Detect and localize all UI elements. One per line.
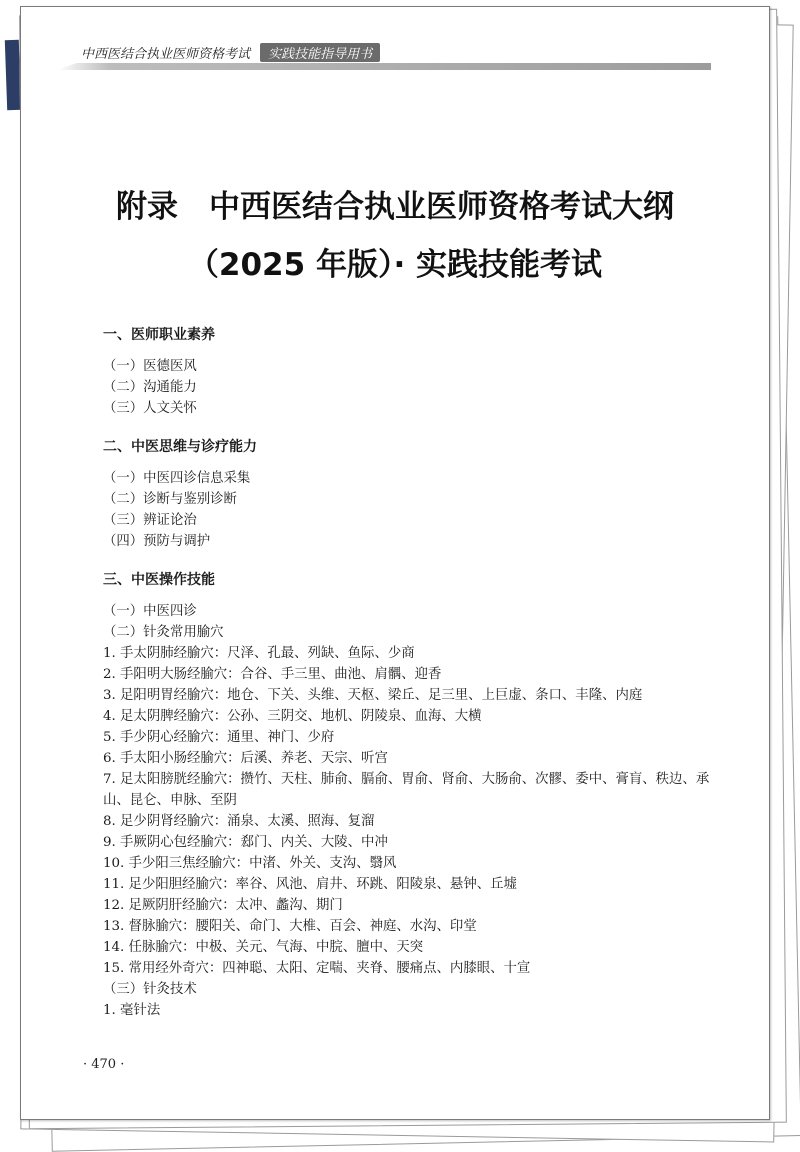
acupoint-item: 12. 足厥阴肝经腧穴：太冲、蠡沟、期门 [103,898,343,913]
book-subtitle-tag: 实践技能指导用书 [260,43,380,62]
acupoint-item: 14. 任脉腧穴：中极、关元、气海、中脘、膻中、天突 [103,940,424,955]
outline-item: （三）辨证论治 [103,513,197,528]
acupoint-item: 5. 手少阴心经腧穴：通里、神门、少府 [103,730,335,745]
outline-item: （一）中医四诊 [103,604,197,619]
acupoint-item: 6. 手太阳小肠经腧穴：后溪、养老、天宗、听宫 [103,751,388,766]
section-heading: 一、医师职业素养 [103,327,215,343]
outline-item: 1. 毫针法 [103,1003,161,1018]
running-header [81,43,380,62]
acupoint-item: 3. 足阳明胃经腧穴：地仓、下关、头维、天枢、梁丘、足三里、上巨虚、条口、丰隆、内庭 [103,688,643,703]
acupoint-item: 2. 手阳明大肠经腧穴：合谷、手三里、曲池、肩髃、迎香 [103,667,442,682]
acupoint-item: 10. 手少阳三焦经腧穴：中渚、外关、支沟、翳风 [103,856,397,871]
outline-item: （一）医德医风 [103,359,197,374]
outline-item: （二）沟通能力 [103,380,197,395]
page-number: · 470 · [83,1057,125,1072]
outline-item: （三）人文关怀 [103,401,197,416]
outline-item: （二）诊断与鉴别诊断 [103,492,237,507]
page-title-line1: 附录 中西医结合执业医师资格考试大纲 [116,189,674,225]
outline-item: （一）中医四诊信息采集 [103,471,251,486]
book-title: 中西医结合执业医师资格考试 [81,47,251,62]
acupoint-item: 4. 足太阴脾经腧穴：公孙、三阴交、地机、阴陵泉、血海、大横 [103,709,482,724]
section-heading: 二、中医思维与诊疗能力 [103,439,257,455]
outline-item: （四）预防与调护 [103,534,211,549]
acupoint-item: 1. 手太阴肺经腧穴：尺泽、孔最、列缺、鱼际、少商 [103,646,415,661]
acupoint-item: 9. 手厥阴心包经腧穴：郄门、内关、大陵、中冲 [103,835,388,850]
section-heading: 三、中医操作技能 [103,572,215,588]
document-page [20,6,770,1120]
acupoint-item: 13. 督脉腧穴：腰阳关、命门、大椎、百会、神庭、水沟、印堂 [103,919,477,934]
acupoint-item: 11. 足少阳胆经腧穴：率谷、风池、肩井、环跳、阳陵泉、悬钟、丘墟 [103,877,517,892]
outline-content [75,325,711,1021]
acupoint-item: 7. 足太阳膀胱经腧穴：攒竹、天柱、肺俞、膈俞、胃俞、肾俞、大肠俞、次髎、委中、膏肓、秩边、承山、昆仑、申脉、至阴 [103,772,710,808]
acupoint-item: 15. 常用经外奇穴：四神聪、太阳、定喘、夹脊、腰痛点、内膝眼、十宣 [103,961,531,976]
outline-item: （二）针灸常用腧穴 [103,625,224,640]
acupoint-item: 8. 足少阴肾经腧穴：涌泉、太溪、照海、复溜 [103,814,375,829]
page-title-line2: （2025 年版）· 实践技能考试 [187,247,603,283]
outline-item: （三）针灸技术 [103,982,197,997]
header-rule [57,63,711,70]
